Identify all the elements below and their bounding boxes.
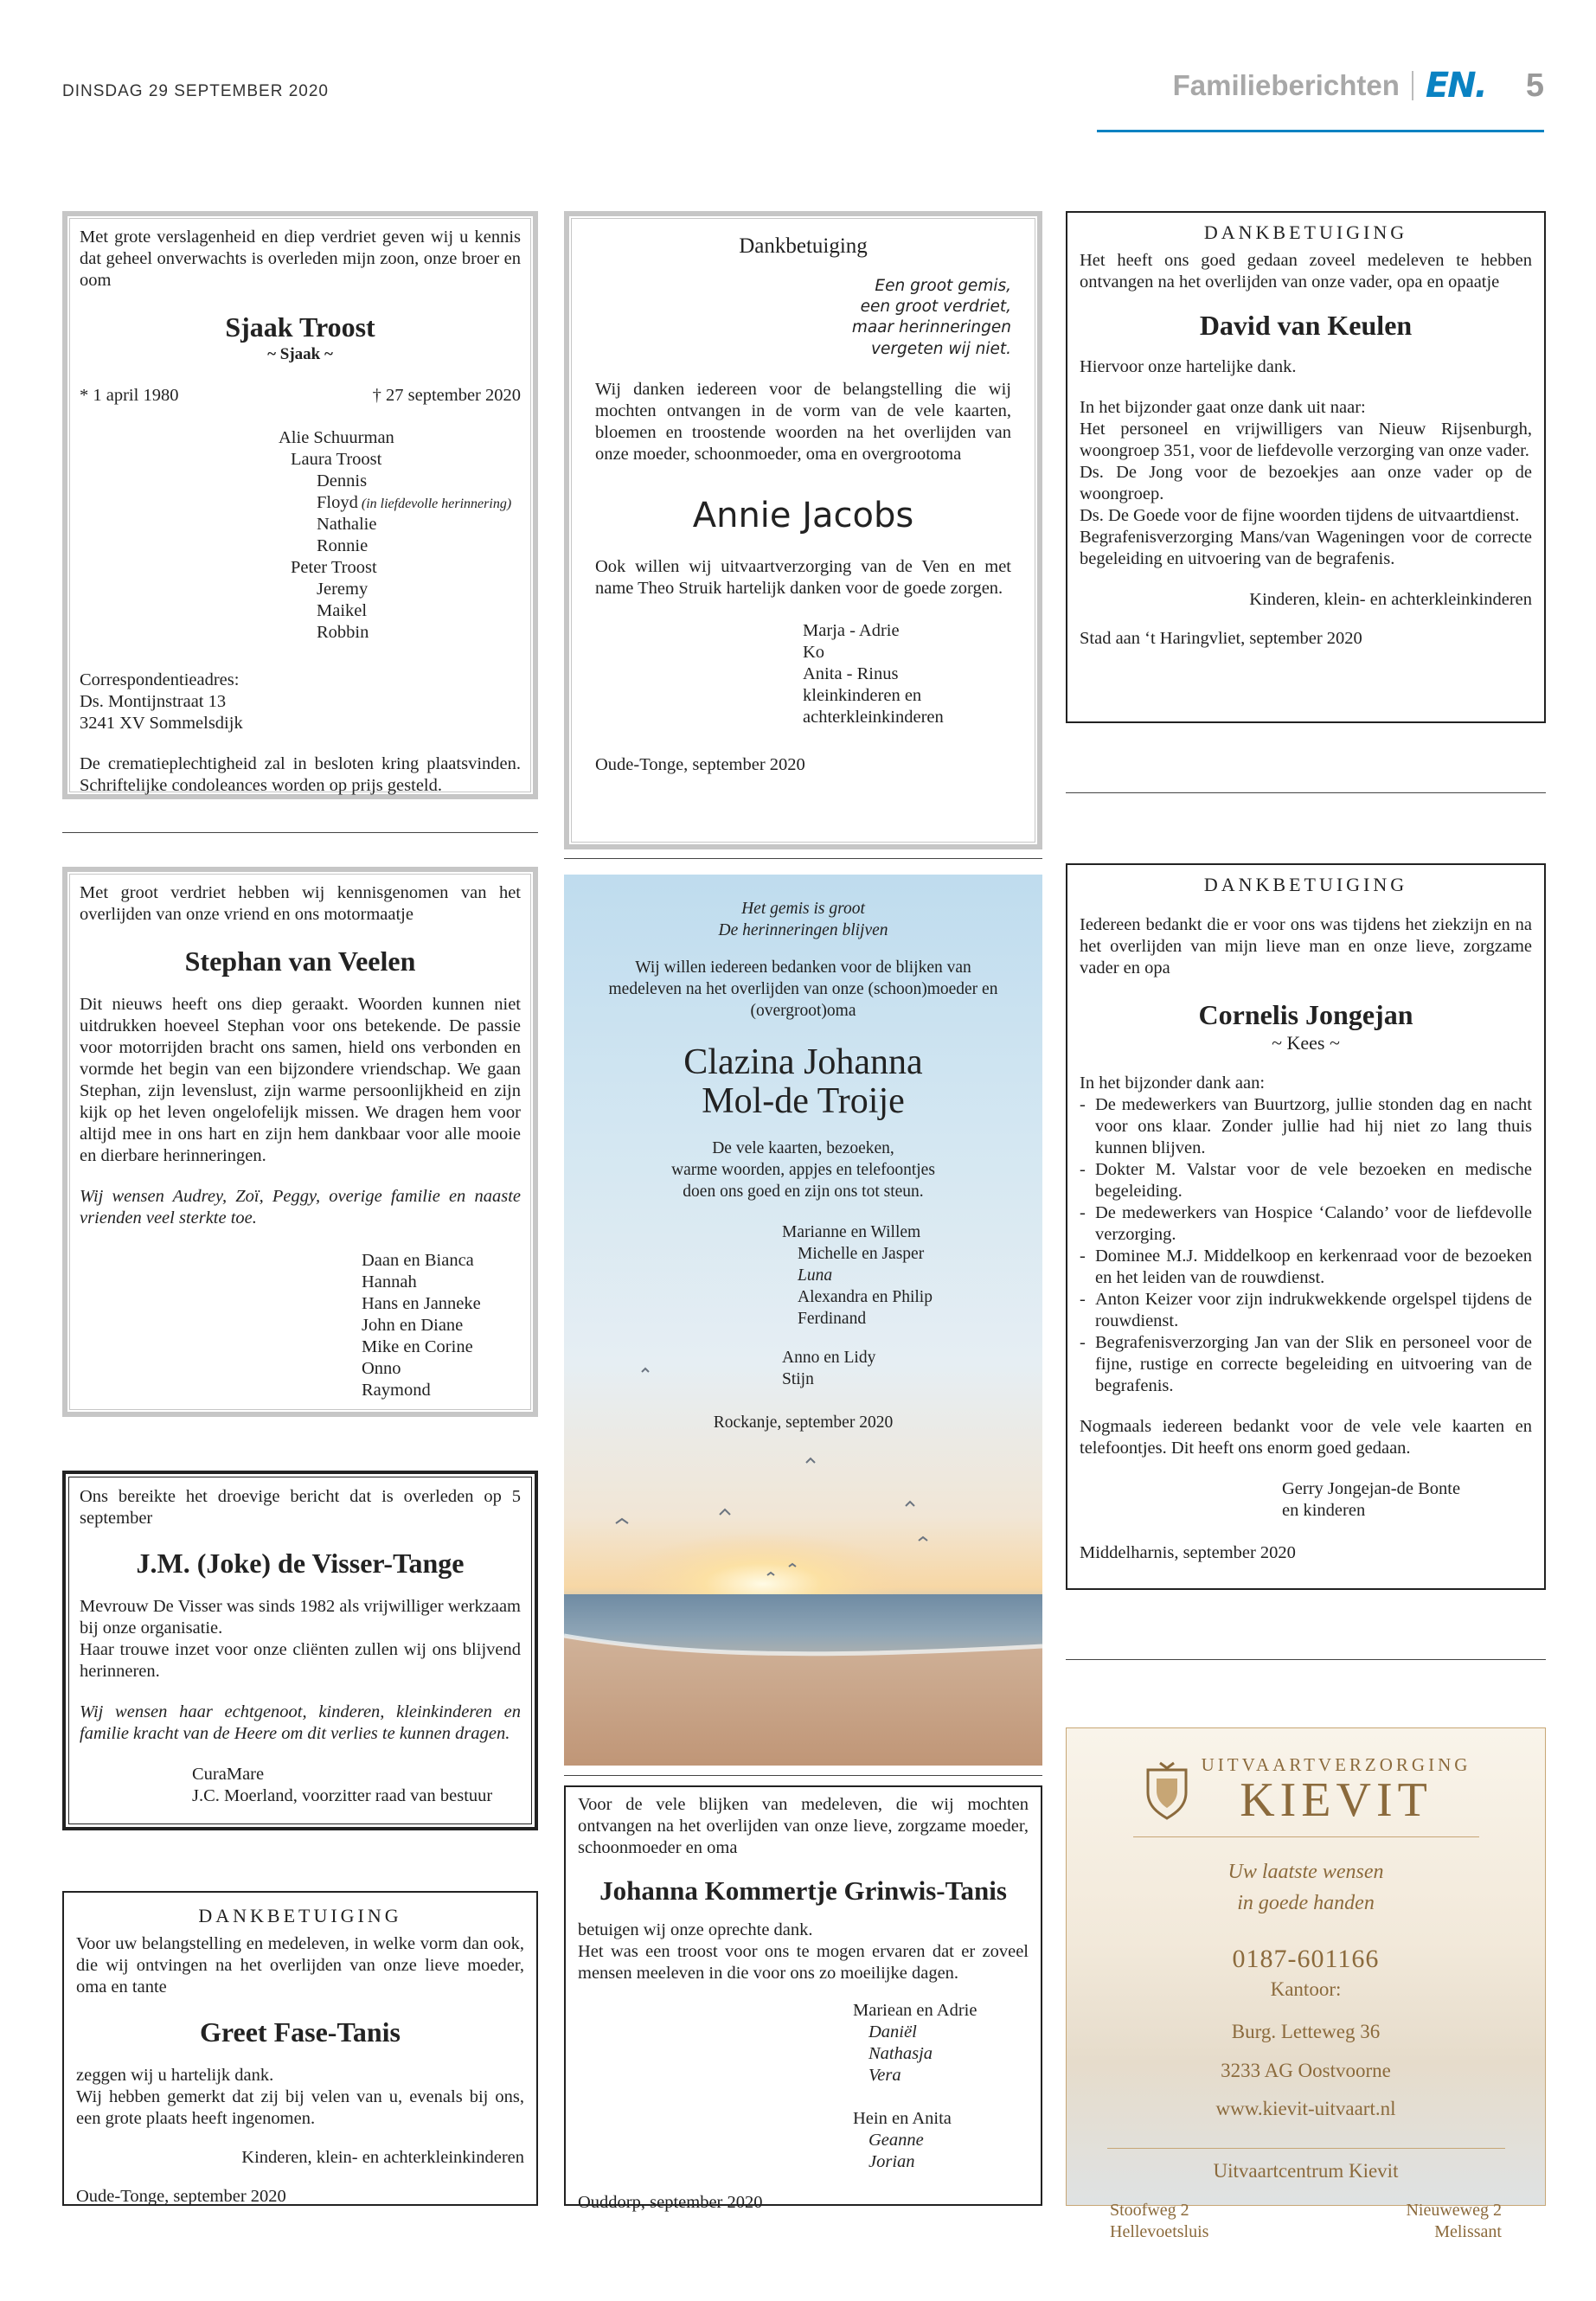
signatory: Anita - Rinus (803, 663, 899, 683)
deceased-name-line-1: Clazina Johanna (683, 1042, 923, 1082)
signatory: Daniël (869, 2022, 917, 2041)
family-member-name: Peter Troost (291, 558, 377, 578)
place-date: Oude-Tonge, september 2020 (76, 2186, 286, 2206)
thanks-list (1080, 419, 1532, 570)
signatories (782, 1222, 1042, 1330)
death-date: † 27 september 2020 (372, 386, 521, 406)
place-date: Ouddorp, september 2020 (578, 2192, 763, 2212)
location-town: Melissant (1434, 2221, 1502, 2241)
notice-text-2: Wij hebben gemerkt dat zij bij velen van u, evenals bij ons, een grote plaats heeft ingenomen. (76, 2086, 524, 2128)
notice-text: Dit nieuws heeft ons diep geraakt. Woorden kunnen niet uitdrukken hoeveel Stephan voor ons betekende. De passie voor motorrijden bracht ons samen, hield ons verbonden en vormde het begin van een bijzondere vriendschap. We gaan Stephan, zijn levenslust, zijn warme persoonlijkheid en zijn kijk op het leven ongelofelijk missen. We dragen hem voor altijd mee in ons hart en zijn hem dankbaar voor alle mooie en dierbare herinneringen. (80, 995, 521, 1166)
notice-closing: De crematieplechtigheid zal in besloten kring plaatsvinden. Schriftelijke condoleances worden op prijs gesteld. (80, 754, 521, 796)
signatories: Kinderen, klein- en achterkleinkinderen (1249, 589, 1532, 609)
notice-text: Wij danken iedereen voor de belangstelling die wij mochten ontvangen in de vorm van de vele kaarten, bloemen en troostende woorden na het overlijden van onze moeder, schoonmoeder, oma en overgrootoma (595, 380, 1011, 465)
signatory: Ferdinand (798, 1310, 867, 1329)
signatory: Ko (803, 642, 825, 662)
family-member (291, 557, 521, 579)
kievit-address-street: Burg. Letteweg 36 (1231, 2020, 1381, 2042)
family-member-name: Maikel (317, 601, 368, 621)
family-member-name: Alie Schuurman (279, 428, 394, 448)
thanks-item: Begrafenisverzorging Mans/van Wageningen voor de correcte begeleiding en uitvoering van de begrafenis. (1080, 527, 1532, 568)
signatory: achterkleinkinderen (803, 707, 944, 727)
deceased-nickname: ~ Sjaak ~ (267, 345, 333, 364)
kievit-slogan-2: in goede handen (1237, 1892, 1375, 1914)
family-member (317, 471, 521, 492)
signatory: Alexandra en Philip (798, 1288, 933, 1307)
notice-intro: Het heeft ons goed gedaan zoveel medeleven te hebben ontvangen na het overlijden van onze vader, opa en opaatje (1080, 250, 1532, 292)
bullet-dash: - (1080, 1246, 1086, 1266)
signatories (853, 2000, 1029, 2173)
kievit-crest-icon (1141, 1759, 1193, 1820)
location-town: Hellevoetsluis (1110, 2221, 1209, 2241)
notice-text (564, 1138, 1042, 1203)
column-divider (564, 858, 1042, 859)
kievit-phone[interactable]: 0187-601166 (1232, 1945, 1380, 1973)
signatory: Stijn (782, 1370, 814, 1389)
notice-annie-jacobs (564, 211, 1042, 849)
notice-intro: Met grote verslagenheid en diep verdriet geven wij u kennis dat geheel onverwachts is overleden mijn zoon, onze broer en oom (80, 228, 521, 290)
thanks-item-text: De medewerkers van Buurtzorg, jullie stonden dag en nacht voor ons klaar. Zonder jullie had hij niet zo lang thuis kunnen blijven. (1095, 1094, 1532, 1157)
page-header (1173, 66, 1544, 106)
page-date: DINSDAG 29 SEPTEMBER 2020 (62, 82, 329, 100)
thanks-list (1080, 1094, 1532, 1397)
en-logo: EN. (1425, 66, 1486, 106)
kievit-location-2 (1406, 2200, 1502, 2243)
notice-clazina-mol-de-troije (564, 875, 1042, 1766)
notice-intro: Iedereen bedankt die er voor ons was tijdens het ziekzijn en na het overlijden van mijn lieve man en onze lieve, zorgzame vader en opa (1080, 914, 1532, 977)
deceased-name: Sjaak Troost (225, 311, 375, 343)
correspondence-city: 3241 XV Sommelsdijk (80, 714, 243, 734)
family-list (279, 427, 521, 644)
family-member (317, 622, 521, 644)
poem-line: vergeten wij niet. (871, 339, 1011, 358)
notice-text-line: De vele kaarten, bezoeken, (712, 1139, 894, 1158)
notice-wish: Wij wensen Audrey, Zoï, Peggy, overige familie en naaste vrienden veel sterkte toe. (80, 1187, 521, 1228)
notice-johanna-grinwis-tanis (564, 1785, 1042, 2212)
poem-line: een groot verdriet, (860, 297, 1011, 316)
family-member-name: Jeremy (317, 580, 369, 599)
family-member (317, 514, 521, 535)
column-divider (1066, 1659, 1546, 1660)
bullet-dash: - (1080, 1289, 1086, 1309)
notice-intro: Voor de vele blijken van medeleven, die wij mochten ontvangen na het overlijden van onze lieve, zorgzame moeder, schoonmoeder en oma (578, 1795, 1029, 1857)
family-member-name: Floyd (317, 493, 358, 513)
signatory: Hans en Janneke (362, 1294, 481, 1314)
thanks-item: Ds. De Jong voor de bezoekjes aan onze vader op de woongroep. (1080, 462, 1532, 503)
family-member-name: Nathalie (317, 515, 377, 535)
signatory: Daan en Bianca (362, 1251, 474, 1271)
notice-cornelis-jongejan (1066, 863, 1546, 1590)
notice-text: zeggen wij u hartelijk dank. (76, 2065, 274, 2085)
notice-wish: Wij wensen haar echtgenoot, kinderen, kleinkinderen en familie kracht van de Heere om dit verlies te kunnen dragen. (80, 1702, 521, 1744)
family-member (279, 427, 521, 449)
notice-text: Mevrouw De Visser was sinds 1982 als vrijwilliger werkzaam bij onze organisatie. (80, 1597, 521, 1638)
bullet-dash: - (1080, 1202, 1086, 1222)
signatories (803, 620, 1011, 728)
signatory (853, 2086, 1029, 2108)
place-date: Stad aan ‘t Haringvliet, september 2020 (1080, 628, 1362, 648)
sign-org: CuraMare (192, 1765, 265, 1785)
kievit-location-1 (1110, 2200, 1208, 2243)
signatory: John en Diane (362, 1316, 464, 1336)
header-rule (1097, 130, 1544, 132)
birth-date: * 1 april 1980 (80, 386, 179, 406)
signatory: Jorian (869, 2151, 915, 2171)
signatory: Anno en Lidy (782, 1349, 876, 1368)
life-dates (80, 385, 521, 407)
thanks-item (1080, 1202, 1532, 1246)
notice-intro: Met groot verdriet hebben wij kennisgenomen van het overlijden van onze vriend en ons motormaatje (80, 883, 521, 924)
notice-text-2: Haar trouwe inzet voor onze cliënten zullen wij ons blijvend herinneren. (80, 1640, 521, 1682)
notice-closing: Nogmaals iedereen bedankt voor de vele vele kaarten en telefoontjes. Dit heeft ons enorm goed gedaan. (1080, 1416, 1532, 1458)
notice-text-line: doen ons goed en zijn ons tot steun. (683, 1183, 924, 1202)
poem (595, 276, 1011, 361)
kievit-centre: Uitvaartcentrum Kievit (1213, 2160, 1399, 2182)
family-member-name: Laura Troost (291, 450, 382, 470)
notice-intro: Wij willen iedereen bedanken voor de blijken van medeleven na het overlijden van onze (schoon)moeder en (overgroot)oma (608, 958, 998, 1020)
quote-line-2: De herinneringen blijven (718, 920, 888, 939)
family-member (317, 579, 521, 600)
location-street: Nieuweweg 2 (1406, 2200, 1502, 2220)
quote-line-1: Het gemis is groot (741, 900, 865, 918)
correspondence-label: Correspondentieadres: (80, 670, 240, 690)
notice-joke-de-visser (62, 1471, 538, 1830)
column-divider (1066, 792, 1546, 793)
kievit-locations (1110, 2200, 1502, 2243)
signatory: Michelle en Jasper (798, 1245, 925, 1264)
family-member (317, 600, 521, 622)
section-title: Familieberichten (1172, 69, 1400, 101)
place-date: Middelharnis, september 2020 (1080, 1542, 1296, 1562)
thanks-item-text: Begrafenisverzorging Jan van der Slik en personeel voor de fijne, rustige en correcte begeleiding en uitvoering van de begrafenis. (1095, 1332, 1532, 1395)
sign-widow: Gerry Jongejan-de Bonte (1282, 1478, 1461, 1498)
bullet-dash: - (1080, 1094, 1086, 1114)
signatory: Marianne en Willem (782, 1223, 921, 1242)
notice-text-2: Het was een troost voor ons te mogen ervaren dat er zoveel mensen meeleven in die voor ons zo moeilijke dagen. (578, 1941, 1029, 1983)
notice-greet-fase-tanis (62, 1891, 538, 2206)
signatory: Geanne (869, 2130, 924, 2150)
notice-title: DANKBETUIGING (1203, 221, 1408, 243)
thanks-item: Het personeel en vrijwilligers van Nieuw Rijsenburgh, woongroep 351, voor de liefdevolle verzorging van onze vader. (1080, 419, 1532, 460)
thanks-item (1080, 1246, 1532, 1289)
deceased-name: Annie Jacobs (692, 496, 914, 536)
kievit-office-label: Kantoor: (1270, 1978, 1342, 2000)
notice-david-van-keulen (1066, 211, 1546, 723)
notice-intro: Ons bereikte het droevige bericht dat is overleden op 5 september (80, 1487, 521, 1528)
thanks-item (1080, 1289, 1532, 1332)
location-street: Stoofweg 2 (1110, 2200, 1189, 2220)
signatory: Nathasja (869, 2043, 933, 2063)
notice-title: DANKBETUIGING (198, 1905, 402, 1926)
signatory: Mariean en Adrie (853, 2000, 977, 2020)
thanks-item-text: Anton Keizer voor zijn indrukwekkende orgelspel tijdens de rouwdienst. (1095, 1289, 1532, 1330)
notice-intro: Voor uw belangstelling en medeleven, in welke vorm dan ook, die wij ontvingen na het overlijden van onze lieve moeder, oma en tante (76, 1933, 524, 1997)
thanks-item: Ds. De Goede voor de fijne woorden tijdens de uitvaartdienst. (1080, 505, 1520, 525)
notice-sjaak-troost (62, 211, 538, 799)
family-member-name: Dennis (317, 471, 368, 491)
bullet-dash: - (1080, 1159, 1086, 1179)
column-divider (564, 1775, 1042, 1776)
thanks-item (1080, 1332, 1532, 1397)
notice-thanks: Hiervoor onze hartelijke dank. (1080, 356, 1297, 376)
notice-text-line: warme woorden, appjes en telefoontjes (671, 1161, 935, 1180)
notice-text: betuigen wij onze oprechte dank. (578, 1920, 813, 1939)
signatory: Raymond (362, 1381, 431, 1400)
poem-line: Een groot gemis, (875, 276, 1011, 295)
thanks-item-text: Dokter M. Valstar voor de vele bezoeken en medische begeleiding. (1095, 1159, 1532, 1201)
signatories (362, 1250, 521, 1401)
page-number: 5 (1525, 67, 1544, 104)
deceased-name: David van Keulen (1199, 309, 1413, 341)
notice-stephan-van-veelen (62, 867, 538, 1417)
notice-title: DANKBETUIGING (1203, 874, 1408, 895)
kievit-website-link[interactable]: www.kievit-uitvaart.nl (1215, 2098, 1396, 2120)
kievit-address-city: 3233 AG Oostvoorne (1221, 2059, 1391, 2081)
deceased-name: Stephan van Veelen (184, 945, 416, 977)
notice-special: In het bijzonder dank aan: (1080, 1073, 1266, 1093)
kievit-rule (1133, 1836, 1479, 1837)
deceased-name-line-2: Mol-de Troije (702, 1081, 905, 1122)
deceased-nickname: ~ Kees ~ (1272, 1031, 1340, 1054)
deceased-name: Johanna Kommertje Grinwis-Tanis (599, 1875, 1007, 1906)
signatory: Hannah (362, 1272, 417, 1292)
correspondence-street: Ds. Montijnstraat 13 (80, 692, 227, 712)
signatories-2 (782, 1348, 1042, 1391)
family-member-note: (in liefdevolle herinnering) (357, 497, 512, 512)
thanks-item (1080, 1094, 1532, 1159)
column-divider (62, 832, 538, 833)
thanks-item-text: De medewerkers van Hospice ‘Calando’ voor de liefdevolle verzorging. (1095, 1202, 1532, 1244)
sign-children: en kinderen (1282, 1500, 1366, 1520)
kievit-slogan-1: Uw laatste wensen (1227, 1861, 1384, 1883)
signatory: Hein en Anita (853, 2108, 952, 2128)
deceased-name: Cornelis Jongejan (1198, 998, 1413, 1030)
sign-person: J.C. Moerland, voorzitter raad van bestuur (192, 1786, 493, 1806)
kievit-rule-2 (1107, 2148, 1505, 2149)
signatory: Vera (869, 2065, 901, 2085)
signatory: Mike en Corine (362, 1337, 473, 1357)
kievit-subtitle: UITVAARTVERZORGING (1201, 1754, 1471, 1775)
signatories: Kinderen, klein- en achterkleinkinderen (241, 2147, 524, 2167)
thanks-item-text: Dominee M.J. Middelkoop en kerkenraad voor de bezoeken en het leiden van de rouwdienst. (1095, 1246, 1532, 1287)
family-member (317, 535, 521, 557)
bullet-dash: - (1080, 1332, 1086, 1352)
thanks-item (1080, 1159, 1532, 1202)
header-divider (1412, 71, 1413, 100)
family-member (291, 449, 521, 471)
notice-title: Dankbetuiging (739, 234, 868, 258)
place-date: Oude-Tonge, september 2020 (595, 754, 805, 774)
family-member-name: Ronnie (317, 536, 369, 556)
notice-text-2: Ook willen wij uitvaartverzorging van de Ven en met name Theo Struik hartelijk danken voor de goede zorgen. (595, 556, 1011, 598)
notice-special: In het bijzonder gaat onze dank uit naar: (1080, 397, 1366, 417)
kievit-advertisement (1066, 1727, 1546, 2241)
poem-line: maar herinneringen (851, 318, 1011, 337)
signatory: Onno (362, 1359, 401, 1379)
kievit-name: KIEVIT (1240, 1773, 1433, 1827)
signatory: Marja - Adrie (803, 620, 900, 640)
family-member-name: Robbin (317, 623, 369, 643)
signatory: kleinkinderen en (803, 685, 922, 705)
deceased-name: Greet Fase-Tanis (200, 2016, 401, 2048)
deceased-name: J.M. (Joke) de Visser-Tange (136, 1548, 465, 1579)
place-date: Rockanje, september 2020 (713, 1413, 894, 1433)
signatory: Luna (798, 1266, 833, 1285)
family-member (317, 492, 521, 514)
